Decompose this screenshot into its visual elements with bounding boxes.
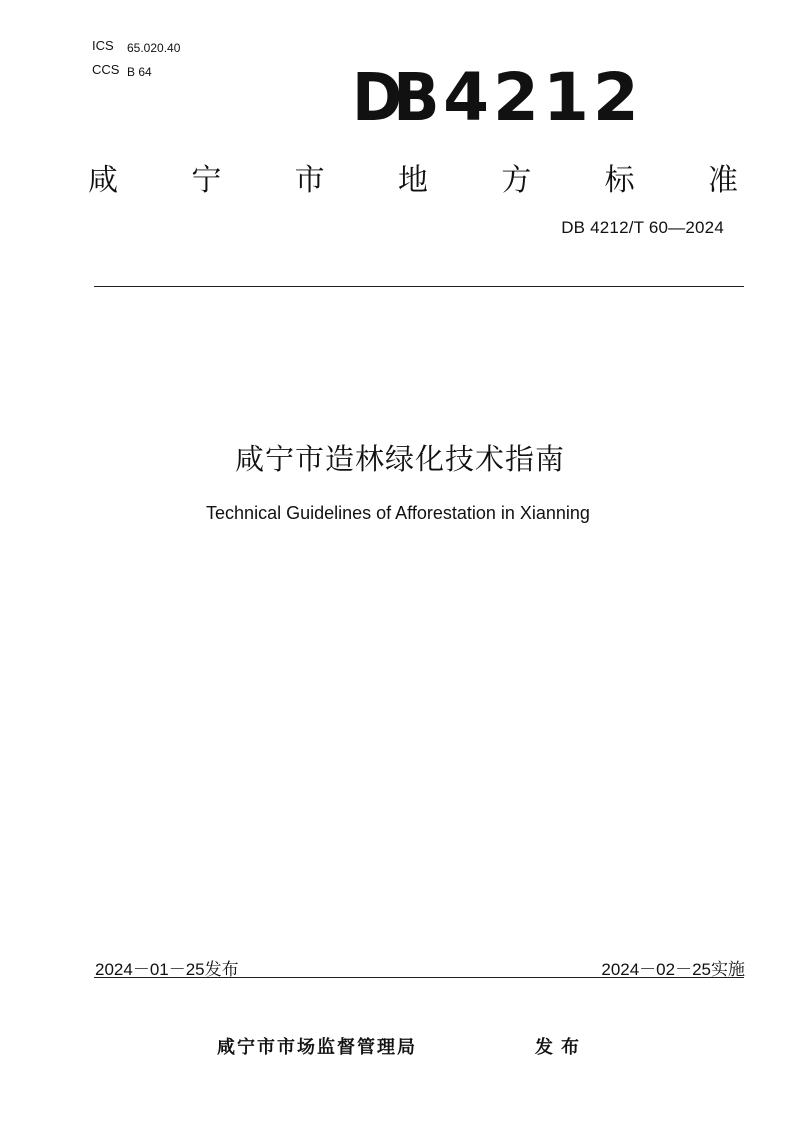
standard-number: DB 4212/T 60—2024 [561,218,724,237]
title-chinese: 咸宁市造林绿化技术指南 [234,442,565,476]
standard-code-logo [352,59,682,136]
top-divider [94,286,744,287]
standard-type-char: 宁 [191,163,222,198]
ics-value: 65.020.40 [127,41,181,55]
standard-type-char: 准 [707,163,738,198]
standard-type-char: 咸 [88,163,118,198]
ics-label: ICS [92,38,114,53]
issuing-authority: 咸宁市市场监督管理局 [217,1037,417,1058]
standard-type-char: 方 [501,163,532,198]
implementation-date: 2024－02－25实施 [601,960,745,979]
standard-type-char: 市 [294,163,325,198]
ccs-label: CCS [92,62,120,77]
standard-type-heading [88,155,738,199]
ccs-value: B 64 [127,65,152,79]
issue-date: 2024－01－25发布 [95,960,239,979]
code-prefix: DB [352,59,431,136]
code-number: 4212 [443,59,643,136]
standard-type-char: 标 [604,163,635,198]
title-english: Technical Guidelines of Afforestation in Xianning [206,503,590,523]
standard-type-char: 地 [397,163,428,198]
bottom-divider [94,977,744,978]
issue-label: 发布 [535,1037,587,1058]
